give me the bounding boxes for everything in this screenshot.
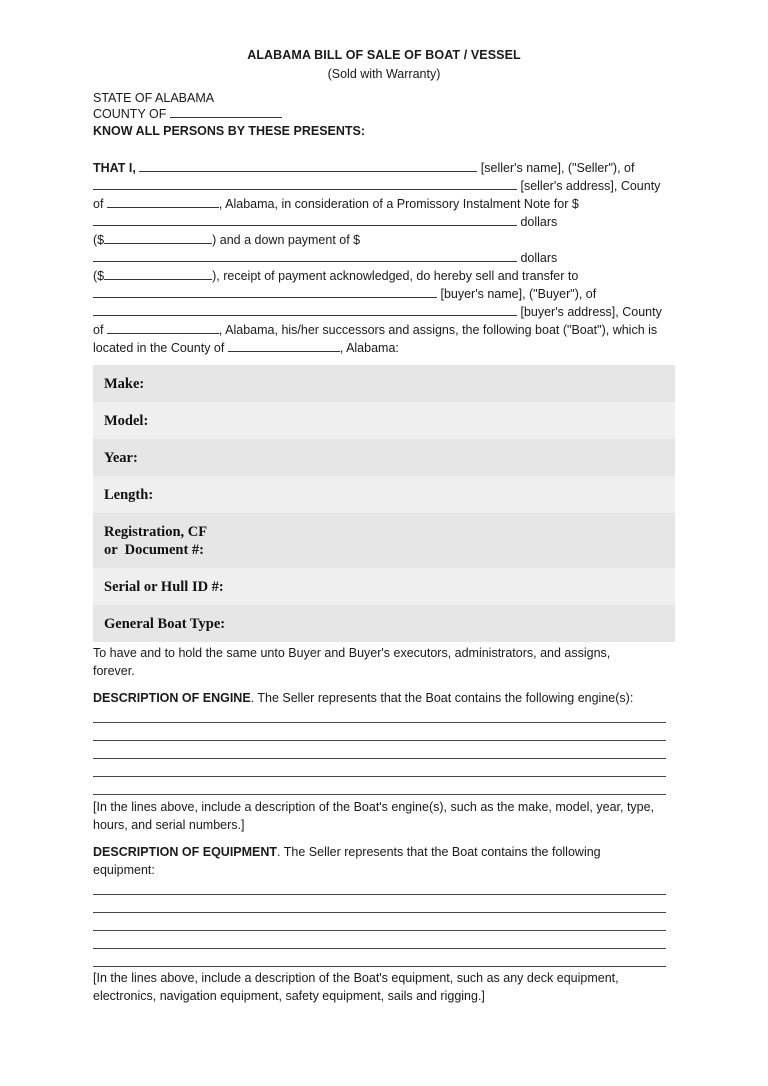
engine-heading-line [93, 691, 633, 706]
engine-line-4[interactable] [93, 776, 666, 777]
field-label: General Boat Type: [104, 615, 226, 632]
paren-dollar-label: ($ [93, 269, 105, 283]
equipment-heading-line [93, 845, 601, 860]
location-line [93, 340, 399, 356]
buyer-address-blank[interactable] [93, 304, 517, 316]
habendum-line-1: To have and to hold the same unto Buyer and Buyer's executors, administrators, and assigns, [93, 646, 611, 660]
receipt-text: ), receipt of payment acknowledged, do hereby sell and transfer to [212, 269, 579, 283]
know-all-heading: KNOW ALL PERSONS BY THESE PRESENTS: [93, 124, 366, 138]
buyer-name-hint: [buyer's name], ("Buyer"), of [437, 287, 597, 301]
boat-field-serial-hull-id[interactable] [93, 568, 675, 605]
county-line [93, 106, 282, 122]
down-payment-line [93, 232, 360, 248]
equipment-line-4[interactable] [93, 948, 666, 949]
dollars-label: dollars [517, 251, 558, 265]
consideration-text: , Alabama, in consideration of a Promissory Instalment Note for $ [218, 197, 579, 211]
equipment-intro: . The Seller represents that the Boat contains the following [277, 845, 601, 859]
seller-name-hint: [seller's name], ("Seller"), of [477, 161, 635, 175]
down-payment-words-blank[interactable] [93, 250, 517, 262]
paren-dollar-label: ($ [93, 233, 105, 247]
state-line: STATE OF ALABAMA [93, 91, 215, 105]
located-label: located in the County of [93, 341, 228, 355]
equipment-line-3[interactable] [93, 930, 666, 931]
seller-address-line [93, 178, 660, 194]
equipment-note-2: electronics, navigation equipment, safety equipment, sails and rigging.] [93, 989, 485, 1003]
engine-line-1[interactable] [93, 722, 666, 723]
note-amount-words-line [93, 214, 557, 230]
successors-text: , Alabama, his/her successors and assigns, the following boat ("Boat"), which is [218, 323, 658, 337]
boat-field-boat-type[interactable] [93, 605, 675, 642]
document-subtitle: (Sold with Warranty) [327, 67, 441, 81]
boat-details-table [93, 365, 675, 642]
engine-note-2: hours, and serial numbers.] [93, 818, 245, 832]
field-label: Length: [104, 486, 154, 503]
down-payment-figures-blank[interactable] [104, 268, 212, 280]
buyer-name-blank[interactable] [93, 286, 437, 298]
dollars-label: dollars [517, 215, 558, 229]
engine-note-1: [In the lines above, include a description of the Boat's engine(s), such as the make, model, year, type, [93, 800, 655, 814]
engine-intro: . The Seller represents that the Boat contains the following engine(s): [250, 691, 634, 705]
boat-field-registration[interactable] [93, 513, 675, 568]
engine-heading: DESCRIPTION OF ENGINE [93, 691, 251, 705]
buyer-name-line [93, 286, 596, 302]
field-label: Make: [104, 375, 145, 392]
boat-field-make[interactable] [93, 365, 675, 402]
buyer-address-line [93, 304, 662, 320]
equipment-line-5[interactable] [93, 966, 666, 967]
buyer-county-blank[interactable] [107, 322, 219, 334]
seller-county-line [93, 196, 579, 212]
field-label: Registration, CF [104, 523, 208, 540]
seller-address-hint: [seller's address], County [517, 179, 661, 193]
equipment-note-1: [In the lines above, include a description of the Boat's equipment, such as any deck equipment, [93, 971, 619, 985]
note-amount-figures-blank[interactable] [104, 232, 212, 244]
equipment-heading: DESCRIPTION OF EQUIPMENT [93, 845, 278, 859]
county-blank[interactable] [170, 106, 282, 118]
field-label: Model: [104, 412, 149, 429]
habendum-line-2: forever. [93, 664, 135, 678]
down-payment-text: ) and a down payment of $ [212, 233, 361, 247]
equipment-line-2[interactable] [93, 912, 666, 913]
field-label-line2: or Document #: [104, 541, 205, 558]
receipt-line [93, 268, 578, 284]
seller-address-blank[interactable] [93, 178, 517, 190]
field-label: Year: [104, 449, 138, 466]
boat-field-year[interactable] [93, 439, 675, 476]
engine-line-2[interactable] [93, 740, 666, 741]
seller-county-blank[interactable] [107, 196, 219, 208]
location-county-blank[interactable] [228, 340, 340, 352]
registration-label-block [104, 523, 207, 559]
boat-field-model[interactable] [93, 402, 675, 439]
located-suffix: , Alabama: [339, 341, 399, 355]
equipment-line-1[interactable] [93, 894, 666, 895]
boat-field-length[interactable] [93, 476, 675, 513]
county-label: COUNTY OF [93, 107, 170, 121]
down-payment-words-line [93, 250, 557, 266]
equipment-intro-2: equipment: [93, 863, 155, 877]
engine-line-5[interactable] [93, 794, 666, 795]
of-label: of [93, 323, 107, 337]
of-label: of [93, 197, 107, 211]
document-title: ALABAMA BILL OF SALE OF BOAT / VESSEL [247, 48, 521, 62]
buyer-county-line [93, 322, 657, 338]
seller-name-blank[interactable] [139, 160, 477, 172]
note-amount-words-blank[interactable] [93, 214, 517, 226]
that-i-label: THAT I, [93, 161, 140, 175]
engine-line-3[interactable] [93, 758, 666, 759]
buyer-address-hint: [buyer's address], County [517, 305, 662, 319]
seller-name-line [93, 160, 634, 176]
field-label: Serial or Hull ID #: [104, 578, 224, 595]
